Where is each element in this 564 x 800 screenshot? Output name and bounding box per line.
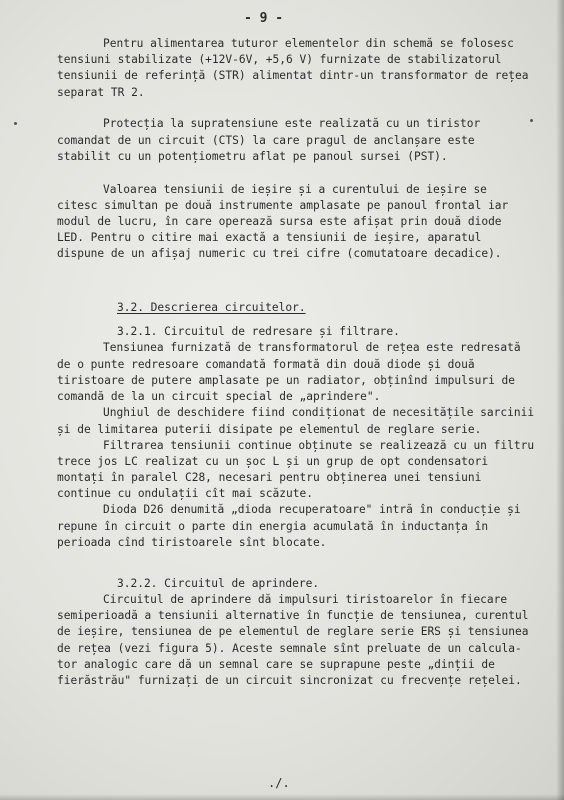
text-line: tiristoare de putere amplasate pe un radiator, obținînd impulsuri de bbox=[57, 374, 516, 387]
text-line: Unghiul de deschidere fiind condiționat de necesitățile sarcinii bbox=[103, 406, 535, 419]
page-number: - 9 - bbox=[244, 11, 284, 26]
text-line: comandat de un circuit (CTS) la care pragul de anclanșare este bbox=[57, 134, 475, 147]
text-line: tensiunii de referință (STR) alimentat dintr-un transformator de rețea bbox=[57, 69, 529, 82]
section-heading: 3.2. Descrierea circuitelor. bbox=[117, 301, 306, 314]
text-line: trece jos LC realizat cu un șoc L și un grup de opt condensatori bbox=[57, 455, 489, 468]
text-line: Valoarea tensiunii de ieșire și a curentului de ieșire se bbox=[103, 183, 487, 196]
text-line: stabilit cu un potențiometru aflat pe panoul sursei (PST). bbox=[57, 150, 448, 163]
text-line: Filtrarea tensiunii continue obținute se realizează cu un filtru bbox=[103, 439, 535, 452]
text-line: tensiuni stabilizate (+12V-6V, +5,6 V) furnizate de stabilizatorul bbox=[57, 53, 502, 66]
text-line: fierăstrău" furnizați de un circuit sincronizat cu frecvențe rețelei. bbox=[57, 674, 522, 687]
scan-speck bbox=[530, 119, 533, 122]
text-line: continue cu ondulații cît mai scăzute. bbox=[57, 487, 313, 500]
text-line: și de limitarea puterii disipate pe elementul de reglare serie. bbox=[57, 423, 482, 436]
scan-speck bbox=[14, 122, 17, 125]
text-line: citesc simultan pe două instrumente amplasate pe panoul frontal iar bbox=[57, 199, 509, 212]
text-line: dispune de un afișaj numeric cu trei cifre (comutatoare decadice). bbox=[57, 247, 502, 260]
page-bottom-shadow bbox=[0, 794, 564, 800]
text-line: montați în paralel C28, necesari pentru obținerea unei tensiuni bbox=[57, 471, 482, 484]
text-line: repune în circuit o parte din energia acumulată în inductanța în bbox=[57, 520, 489, 533]
footer-mark: ./. bbox=[268, 776, 290, 790]
subsection-heading: 3.2.1. Circuitul de redresare și filtrare. bbox=[117, 325, 400, 338]
subsection-heading: 3.2.2. Circuitul de aprindere. bbox=[117, 577, 320, 590]
page-edge-shadow bbox=[556, 0, 564, 800]
text-line: modul de lucru, în care operează sursa este afișat prin două diode bbox=[57, 215, 502, 228]
text-line: Tensiunea furnizată de transformatorul de rețea este redresată bbox=[103, 341, 521, 354]
text-line: LED. Pentru o citire mai exactă a tensiunii de ieșire, aparatul bbox=[57, 231, 482, 244]
text-line: Dioda D26 denumită „dioda recuperatoare" intră în conducție și bbox=[103, 503, 521, 516]
text-line: de rețea (vezi figura 5). Aceste semnale sînt preluate de un calcula- bbox=[57, 642, 522, 655]
text-line: Protecția la supratensiune este realizată cu un tiristor bbox=[103, 117, 481, 130]
text-line: de o punte redresoare comandată formată din două diode și două bbox=[57, 358, 475, 371]
text-line: semiperioadă a tensiunii alternative în funcție de tensiunea, curentul bbox=[57, 609, 529, 622]
text-line: Circuitul de aprindere dă impulsuri tiristoarelor în fiecare bbox=[103, 593, 508, 606]
text-line: tor analogic care dă un semnal care se suprapune peste „dinții de bbox=[57, 658, 495, 671]
text-line: Pentru alimentarea tuturor elementelor din schemă se folosesc bbox=[103, 37, 514, 50]
text-line: separat TR 2. bbox=[57, 86, 145, 99]
text-line: de ieșire, tensiunea de pe elementul de reglare serie ERS și tensiunea bbox=[57, 625, 529, 638]
text-line: comandă de la un circuit special de „aprindere". bbox=[57, 390, 381, 403]
text-line: perioada cînd tiristoarele sînt blocate. bbox=[57, 536, 327, 549]
